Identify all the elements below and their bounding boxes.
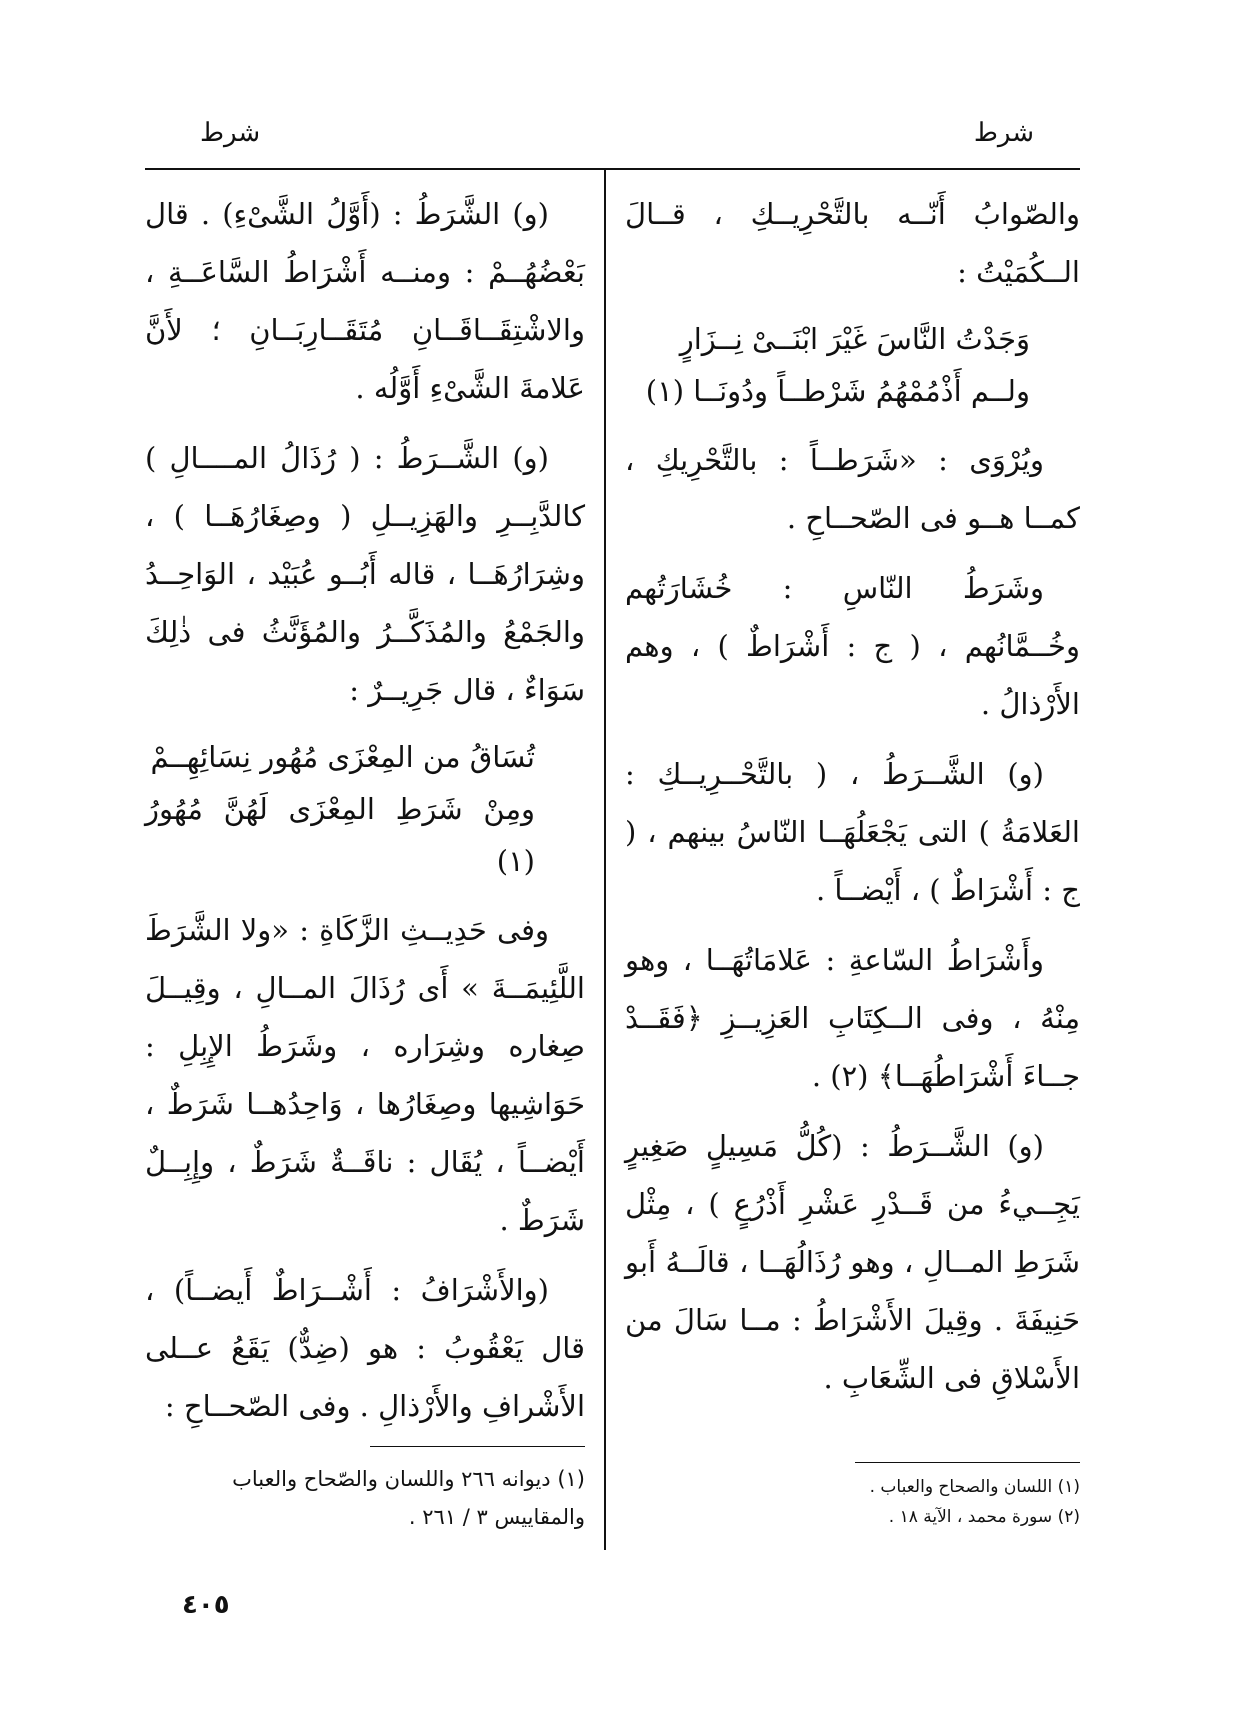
left-column (145, 185, 585, 1447)
footnotes-left (145, 1460, 585, 1536)
verse-line: تُسَاقُ من المِعْزَى مُهُور نِسَائِهِــمْ (150, 740, 535, 774)
verse-line: ومِنْ شَرَطِ المِعْزَى لَهُنَّ مُهُورُ (١) (145, 792, 535, 878)
paragraph: والصّوابُ أَنّــه بالتَّحْرِيــكِ ، قــالَ الــكُمَيْتُ : (625, 197, 1080, 289)
paragraph: (والأَشْرَافُ : أَشْــرَاطٌ أَيضــاً) ، قال يَعْقُوبُ : هو (ضِدٌّ) يَقَعُ عــلى الأَشْرافِ والأَرْذالِ . وفى الصّحــاحِ : (145, 1273, 585, 1423)
verse-line: وَجَدْتُ النَّاسَ غَيْرَ ابْنَــىْ نِــزَارٍ (679, 322, 1030, 356)
footnotes-right (800, 1472, 1080, 1532)
paragraph: وشَرَطُ النّاسِ : خُشَارَتُهم وخُــمَّانُهم ، ( ج : أَشْرَاطٌ ) ، وهم الأَرْذالُ . (625, 571, 1080, 721)
paragraph: (و) الشَّــرَطُ : ( رُذَالُ المــــالِ ) كالدَّبِــرِ والهَزِيــلِ ( وصِغَارُهَــا ) ، وشِرَارُهَــا ، قاله أَبُــو عُبَيْد ، الوَاحِــدُ والجَمْعُ والمُذَكَّــرُ والمُؤَنَّثُ فى ذٰلِكَ سَوَاءٌ ، قال جَرِيــرٌ : (145, 441, 585, 707)
footnote-rule-left (370, 1446, 585, 1447)
footnote: (١) ديوانه ٢٦٦ واللسان والصّحاح والعباب والمقاييس ٣ / ٢٦١ . (232, 1467, 585, 1529)
running-header-left: شرط (200, 118, 261, 148)
verse (145, 731, 585, 887)
footnote: (٢) سورة محمد ، الآية ١٨ . (888, 1507, 1080, 1527)
paragraph: (و) الشَّــرَطُ : (كُلُّ مَسِيلٍ صَغِيرٍ يَجِــيءُ من قَــدْرِ عَشْرِ أَذْرُعٍ ) ، مِثْل شَرَطِ المــالِ ، وهو رُذَالُهَــا ، قالَــهُ أَبو حَنِيفَةَ . وقِيلَ الأَشْرَاطُ : مــا سَالَ من الأَسْلاقِ فى الشِّعَابِ . (625, 1129, 1080, 1395)
page-number: ٤٠٥ (182, 1590, 230, 1620)
footnote-rule-right (855, 1462, 1080, 1463)
header-rule (145, 168, 1080, 170)
paragraph: ويُرْوَى : «شَرَطــاً : بالتَّحْرِيكِ ، كمــا هــو فى الصّحــاحِ . (625, 443, 1080, 535)
verse (625, 313, 1080, 417)
paragraph: وفى حَدِيــثِ الزَّكَاةِ : «ولا الشَّرَطَ اللَّئِيمَــةَ » أَى رُذَالَ المــالِ ، وقِيــلَ صِغاره وشِرَاره ، وشَرَطُ الإِبِلِ : حَوَاشِيها وصِغَارُها ، وَاحِدُهــا شَرَطٌ ، أَيْضــاً ، يُقَال : ناقَــةٌ شَرَطٌ ، وإِبِــلٌ شَرَطٌ . (145, 913, 585, 1237)
right-column (625, 185, 1080, 1419)
verse-line: ولــم أَذْمُمْهُمُ شَرْطــاً ودُونَــا (١) (645, 374, 1030, 408)
paragraph: (و) الشَّــرَطُ ، ( بالتَّحْــرِيــكِ : العَلامَةُ ) التى يَجْعَلُهَــا النّاسُ بينهم ، ( ج : أَشْرَاطٌ ) ، أَيْضــاً . (625, 757, 1080, 907)
running-header-right: شرط (973, 118, 1034, 148)
footnote: (١) اللسان والصحاح والعباب . (869, 1477, 1080, 1497)
paragraph: وأَشْرَاطُ السّاعةِ : عَلامَاتُهَــا ، وهو مِنْهُ ، وفى الــكِتَابِ العَزِيــزِ ﴿فَقَــدْ جــاءَ أَشْرَاطُهَــا﴾ (٢) . (625, 943, 1080, 1093)
column-divider (604, 170, 606, 1550)
paragraph: (و) الشَّرَطُ : (أَوَّلُ الشَّىْءِ) . قال بَعْضُهُــمْ : ومنــه أَشْرَاطُ السَّاعَــةِ ، والاشْتِقَــاقَــانِ مُتَقَــارِبَــانِ ؛ لأَنَّ عَلامةَ الشَّىْءِ أَوَّلُه . (145, 197, 585, 405)
